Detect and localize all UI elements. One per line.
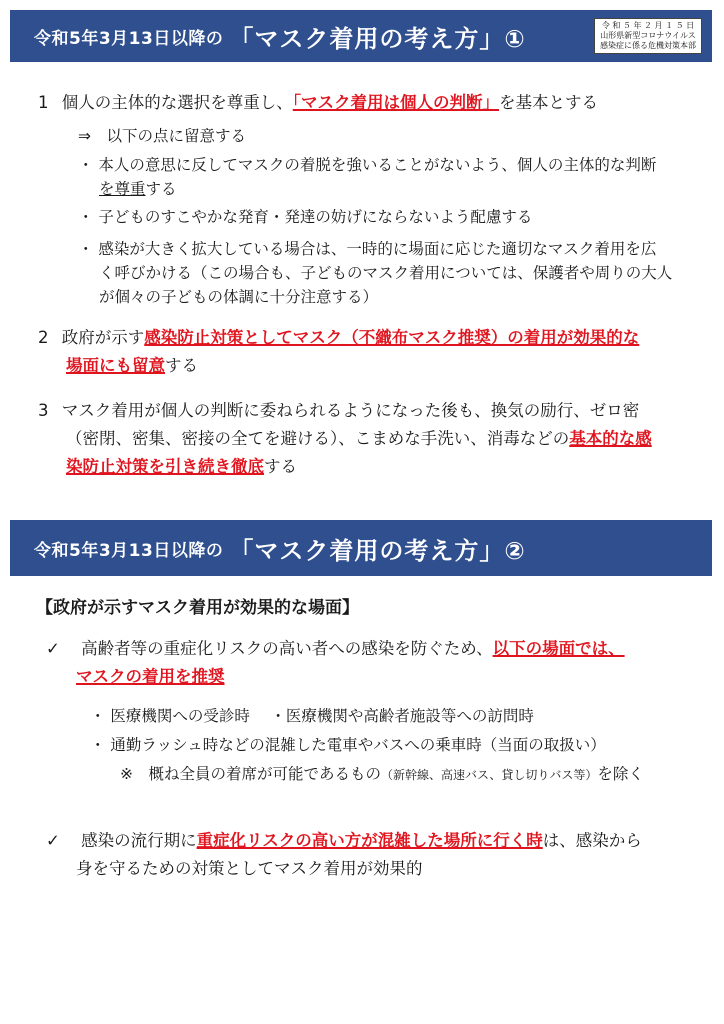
item1-post: を基本とする [499, 93, 598, 112]
item3-red1: 基本的な感 [569, 429, 652, 448]
item3-post: する [264, 457, 297, 476]
exception-small: （新幹線、高速バス、貸し切りバス等） [381, 768, 598, 782]
note-intro: ⇒ 以下の点に留意する [78, 127, 246, 145]
bullet-a: ・ 医療機関への受診時 ・医療機関や高齢者施設等への訪問時 [90, 707, 534, 725]
item3-line3 [66, 454, 297, 480]
issuer-org2: 感染症に係る危機対策本部 [600, 41, 696, 50]
check1-red1: 以下の場面では、 [492, 639, 625, 658]
bullet1-line1: ・ 本人の意思に反してマスクの着脱を強いることがないよう、個人の主体的な判断 [78, 156, 657, 174]
bullet3-line3: が個々の子どもの体調に十分注意する） [99, 288, 379, 306]
item3-text2: （密閉、密集、密接の全てを避ける）、こまめな手洗い、消毒などの [66, 429, 570, 448]
bullet1-post: する [145, 180, 177, 198]
check1-line2 [76, 664, 225, 690]
exception-post: を除く [597, 765, 644, 783]
check1-red2: マスクの着用を推奨 [76, 667, 225, 686]
issuer-box [594, 18, 702, 54]
item2-num: 2 [38, 328, 49, 347]
item2-post: する [165, 356, 198, 375]
check1-pre: 高齢者等の重症化リスクの高い者への感染を防ぐため、 [81, 639, 493, 658]
check2-line2: 身を守るための対策としてマスク着用が効果的 [76, 859, 423, 878]
item3-num: 3 [38, 401, 49, 420]
item2-red1: 感染防止対策としてマスク（不織布マスク推奨）の着用が効果的な [144, 328, 640, 347]
section2-banner [10, 520, 712, 576]
check2-mark: ✓ [46, 831, 60, 850]
item3-line1 [38, 398, 639, 424]
exception-pre: ※ 概ね全員の着席が可能であるもの [120, 765, 381, 783]
item2-red2: 場面にも留意 [66, 356, 165, 375]
check1-line1 [46, 636, 625, 662]
item1 [38, 90, 598, 116]
section1-banner [10, 10, 712, 62]
banner1-title: 「マスク着用の考え方」① [229, 24, 526, 53]
bullet3-line1: ・ 感染が大きく拡大している場合は、一時的に場面に応じた適切なマスク着用を広 [78, 240, 657, 258]
check2-post: は、感染から [542, 831, 642, 850]
bullet2: ・ 子どものすこやかな発育・発達の妨げにならないよう配慮する [78, 208, 533, 226]
item1-red: 「マスク着用は個人の判断」 [292, 93, 499, 112]
banner2-date: 令和5年3月13日以降の [34, 540, 224, 561]
bullet1-underlined: を尊重 [99, 180, 146, 198]
item2-pre: 政府が示す [61, 328, 145, 347]
bullet-b: ・ 通勤ラッシュ時などの混雑した電車やバスへの乗車時（当面の取扱い） [90, 736, 606, 754]
banner2-title: 「マスク着用の考え方」② [229, 536, 526, 565]
exception-line [120, 762, 644, 788]
item1-pre: 個人の主体的な選択を尊重し、 [61, 93, 293, 112]
check2-pre: 感染の流行期に [81, 831, 197, 850]
check2-line1 [46, 828, 642, 854]
issuer-org1: 山形県新型コロナウイルス [600, 31, 696, 40]
item3-line2 [66, 426, 652, 452]
bullet3-line2: く呼びかける（この場合も、子どものマスク着用については、保護者や周りの大人 [99, 264, 673, 282]
item3-text1: マスク着用が個人の判断に委ねられるようになった後も、換気の励行、ゼロ密 [61, 401, 640, 420]
item1-num: 1 [38, 93, 49, 112]
issuer-date: 令 和 ５ 年 ２ 月 １ ５ 日 [601, 21, 695, 30]
item2-line1 [38, 325, 639, 351]
check2-red: 重症化リスクの高い方が混雑した場所に行く時 [196, 831, 543, 850]
section2-heading: 【政府が示すマスク着用が効果的な場面】 [36, 598, 359, 618]
banner1-date: 令和5年3月13日以降の [34, 28, 224, 49]
check1-mark: ✓ [46, 639, 60, 658]
bullet1-line2 [99, 177, 177, 202]
item3-red2: 染防止対策を引き続き徹底 [66, 457, 264, 476]
item2-line2 [66, 353, 198, 379]
